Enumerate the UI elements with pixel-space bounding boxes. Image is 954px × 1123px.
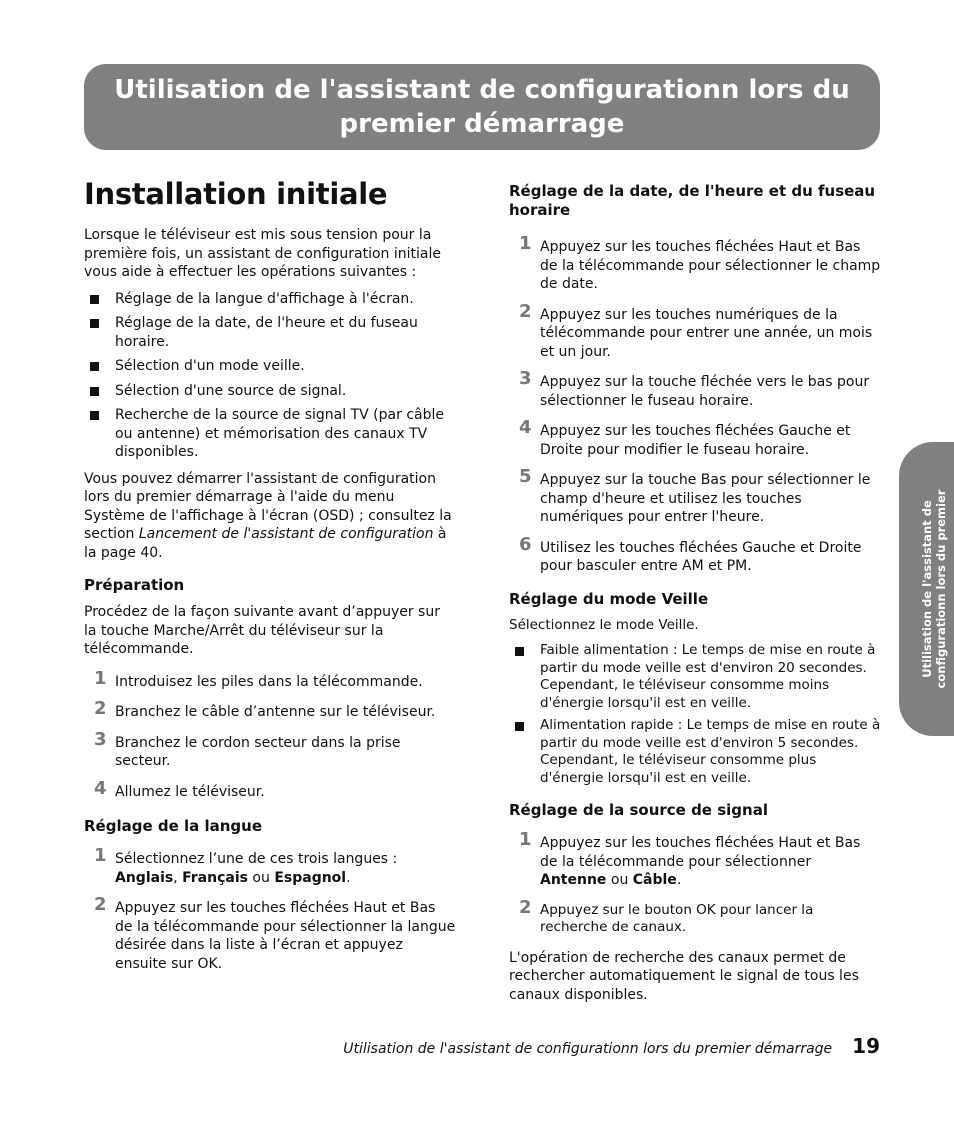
page-footer: [84, 1034, 880, 1060]
standby-heading: Réglage du mode Veille: [509, 589, 709, 608]
osd-paragraph: Vous pouvez démarrer l'assistant de configuration lors du premier démarrage à l'aide du menu Système de l'affichage à l'écran (OSD) ; consultez la section Lancement de l'assistant de configuration à la page 40.: [84, 470, 452, 561]
step-item: 1 Appuyez sur les touches fléchées Haut et Bas de la télécommande pour sélectionner le champ de date.: [519, 233, 881, 292]
step-item: 1 Introduisez les piles dans la télécommande.: [94, 667, 423, 690]
standby-text: Sélectionnez le mode Veille.: [509, 616, 699, 633]
step-number: 2: [519, 300, 532, 322]
intro-paragraph: Lorsque le téléviseur est mis sous tension pour la première fois, un assistant de configuration initiale vous aide à effectuer les opérations suivantes :: [84, 227, 441, 280]
list-item: Faible alimentation : Le temps de mise en route à partir du mode veille est d'environ 20 secondes. Cependant, le téléviseur consomme moins d'énergie lorsqu'il est en veille.: [509, 642, 881, 712]
right-column: [509, 182, 881, 1012]
date-steps: [509, 233, 881, 576]
chapter-title-line2: premier démarrage: [339, 109, 625, 139]
step-item: 2 Appuyez sur le bouton OK pour lancer la recherche de canaux.: [519, 896, 814, 935]
step-number: 4: [94, 777, 107, 799]
bullet-square-icon: [90, 362, 99, 371]
step-item: 4 Allumez le téléviseur.: [94, 777, 265, 800]
step-item: 1 Appuyez sur les touches fléchées Haut et Bas de la télécommande pour sélectionner Antenne ou Câble.: [519, 829, 861, 888]
step-number: 4: [519, 417, 532, 438]
bullet-square-icon: [90, 295, 99, 304]
signal-source-heading: Réglage de la source de signal: [509, 801, 768, 819]
list-item: Recherche de la source de signal TV (par câble ou antenne) et mémorisation des canaux TV disponibles.: [84, 406, 456, 462]
step-number: 1: [94, 667, 107, 689]
language-steps: [84, 845, 456, 973]
step-item: 3 Branchez le cordon secteur dans la prise secteur.: [94, 728, 401, 769]
side-tab-label: Utilisation de l'assistant de configurationn lors du premier: [920, 489, 948, 689]
bullet-square-icon: [515, 647, 524, 656]
step-number: 2: [94, 698, 107, 719]
section-heading: Installation initiale: [84, 177, 388, 211]
step-number: 3: [94, 728, 107, 750]
step-number: 3: [519, 368, 532, 389]
list-item: Alimentation rapide : Le temps de mise en route à partir du mode veille est d'environ 5 secondes. Cependant, le téléviseur consomme plus d'énergie lorsqu'il est en veille.: [509, 717, 881, 787]
list-item: Réglage de la langue d'affichage à l'écran.: [84, 290, 456, 309]
step-item: 2 Branchez le câble d’antenne sur le téléviseur.: [94, 698, 436, 720]
footer-title: Utilisation de l'assistant de configurationn lors du premier démarrage: [343, 1041, 833, 1057]
bullet-square-icon: [515, 722, 524, 731]
bullet-square-icon: [90, 411, 99, 420]
step-number: 6: [519, 533, 532, 555]
standby-section: [509, 617, 881, 788]
chapter-title: [114, 73, 849, 141]
preparation-heading: Préparation: [84, 576, 185, 594]
step-item: 2 Appuyez sur les touches fléchées Haut et Bas de la télécommande pour sélectionner la langue désirée dans la liste à l’écran et appuyez ensuite sur OK.: [94, 894, 456, 972]
preparation-steps: [84, 667, 456, 802]
step-number: 1: [94, 845, 107, 866]
signal-source-steps: [509, 829, 881, 937]
left-column: [84, 176, 456, 985]
step-item: 2 Appuyez sur les touches numériques de la télécommande pour entrer une année, un mois et un jour.: [519, 300, 873, 360]
chapter-banner: [84, 64, 880, 150]
bullet-square-icon: [90, 387, 99, 396]
step-item: 3 Appuyez sur la touche fléchée vers le bas pour sélectionner le fuseau horaire.: [519, 368, 870, 409]
page-number: 19: [852, 1034, 880, 1058]
language-heading: Réglage de la langue: [84, 817, 263, 835]
standby-options-list: [509, 642, 881, 787]
signal-source-text: L'opération de recherche des canaux permet de rechercher automatiquement le signal de tous les canaux disponibles.: [509, 949, 859, 1003]
step-number: 2: [519, 896, 532, 918]
date-heading: Réglage de la date, de l'heure et du fuseau horaire: [509, 182, 876, 219]
step-item: 4 Appuyez sur les touches fléchées Gauche et Droite pour modifier le fuseau horaire.: [519, 417, 851, 458]
list-item: Sélection d'une source de signal.: [84, 382, 456, 401]
chapter-title-line1: Utilisation de l'assistant de configurationn lors du: [114, 75, 850, 105]
step-item: 1 Sélectionnez l’une de ces trois langues : Anglais, Français ou Espagnol.: [94, 845, 398, 886]
bullet-square-icon: [90, 319, 99, 328]
setup-tasks-list: [84, 290, 456, 462]
step-number: 1: [519, 829, 532, 850]
step-item: 5 Appuyez sur la touche Bas pour sélectionner le champ d'heure et utilisez les touches numériques pour entrer l'heure.: [519, 466, 871, 525]
list-item: Sélection d'un mode veille.: [84, 357, 456, 376]
step-number: 2: [94, 894, 107, 915]
step-number: 1: [519, 233, 532, 254]
step-number: 5: [519, 466, 532, 487]
step-item: 6 Utilisez les touches fléchées Gauche et Droite pour basculer entre AM et PM.: [519, 533, 862, 574]
section-reference: Lancement de l'assistant de configuration: [138, 526, 434, 542]
list-item: Réglage de la date, de l'heure et du fuseau horaire.: [84, 314, 456, 351]
preparation-text: Procédez de la façon suivante avant d’appuyer sur la touche Marche/Arrêt du téléviseur sur la télécommande.: [84, 604, 440, 657]
